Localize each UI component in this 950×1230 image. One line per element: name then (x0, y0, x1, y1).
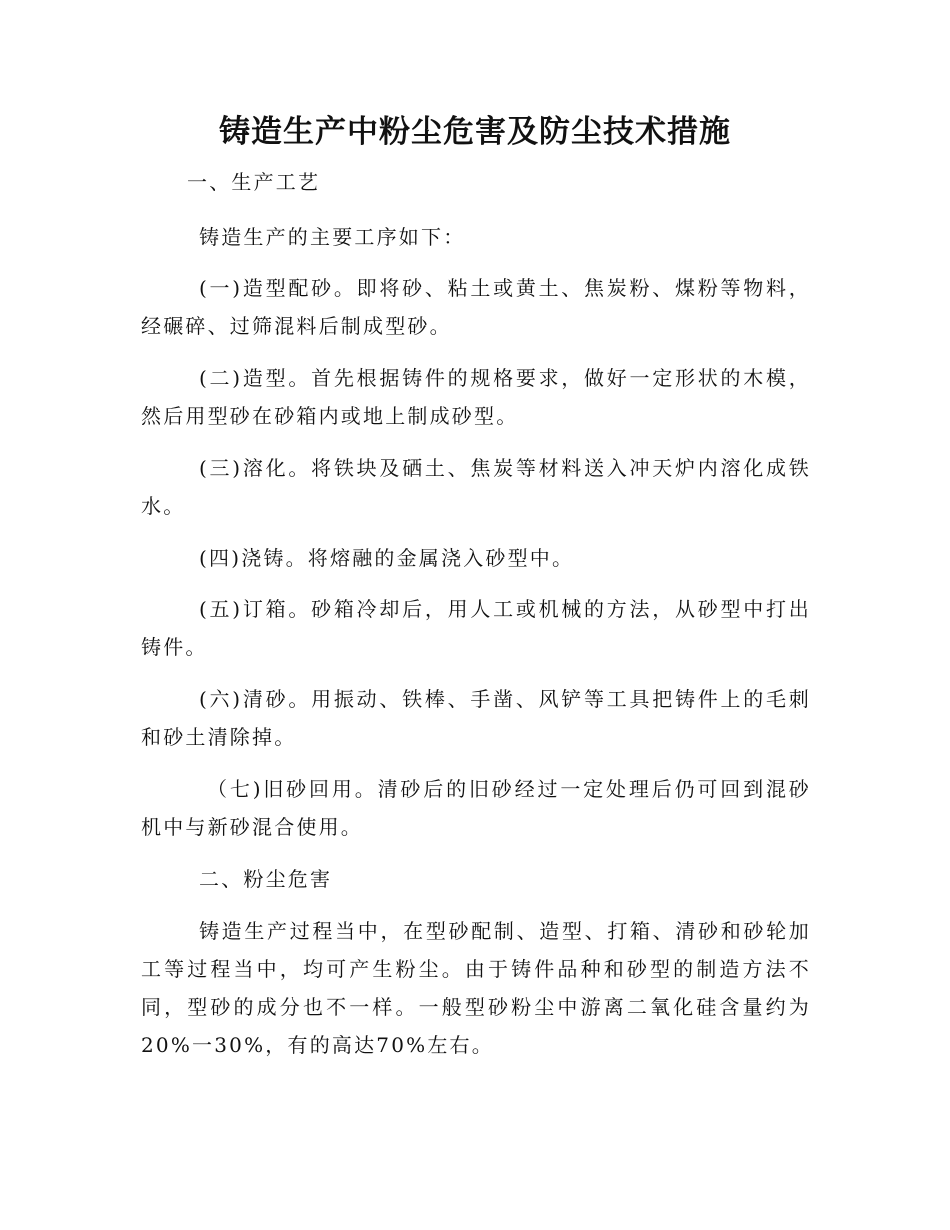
paragraph-intro: 铸造生产的主要工序如下： (199, 225, 466, 249)
paragraph-step-1: (一)造型配砂。即将砂、粘土或黄土、焦炭粉、煤粉等物料，经碾碎、过筛混料后制成型砂。 (141, 276, 811, 338)
paragraph-step-4: (四)浇铸。将熔融的金属浇入砂型中。 (199, 546, 575, 570)
paragraph-step-2: (二)造型。首先根据铸件的规格要求，做好一定形状的木模，然后用型砂在砂箱内或地上制成砂型。 (141, 366, 811, 428)
section-heading-production-process: 一、生产工艺 (187, 170, 321, 194)
paragraph-step-7: （七)旧砂回用。清砂后的旧砂经过一定处理后仍可回到混砂机中与新砂混合使用。 (141, 777, 811, 839)
document-title: 铸造生产中粉尘危害及防尘技术措施 (219, 114, 731, 150)
paragraph-step-6: (六)清砂。用振动、铁棒、手凿、风铲等工具把铸件上的毛刺和砂土清除掉。 (141, 687, 811, 749)
paragraph-step-3: (三)溶化。将铁块及硒土、焦炭等材料送入冲天炉内溶化成铁水。 (141, 456, 811, 518)
paragraph-step-5: (五)订箱。砂箱冷却后，用人工或机械的方法，从砂型中打出铸件。 (141, 597, 811, 659)
section-heading-dust-hazard: 二、粉尘危害 (199, 867, 333, 891)
paragraph-dust-hazard: 铸造生产过程当中，在型砂配制、造型、打箱、清砂和砂轮加工等过程当中，均可产生粉尘。由于铸件品种和砂型的制造方法不同，型砂的成分也不一样。一般型砂粉尘中游离二氧化硅含量约为20%一30%，有的高达70%左右。 (141, 919, 811, 1057)
